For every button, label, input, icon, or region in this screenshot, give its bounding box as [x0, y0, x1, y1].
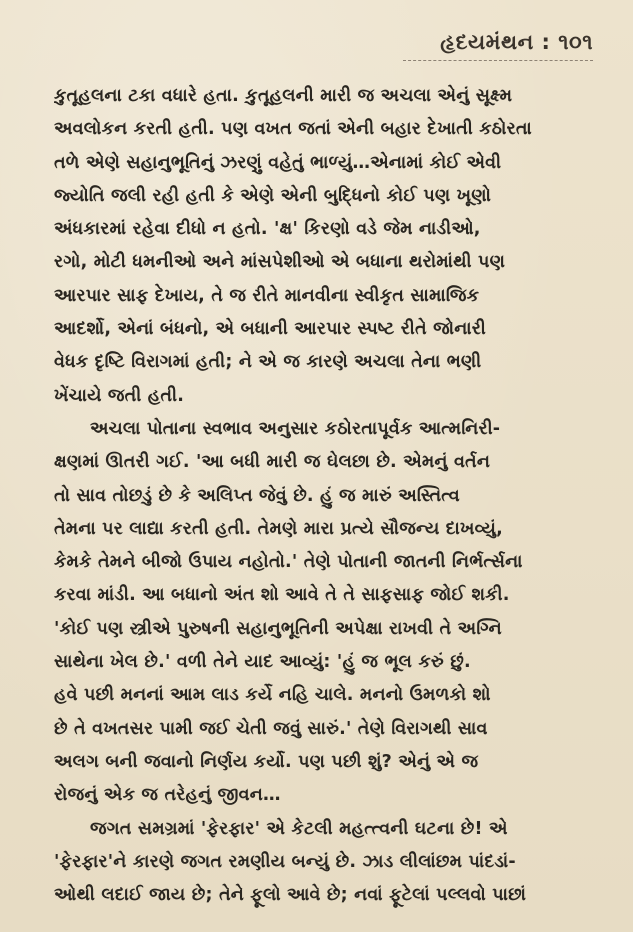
text-line: જગત સમગ્રમાં 'ફેરફાર' એ કેટલી મહત્ત્વની ઘટના છે! એ	[90, 818, 508, 839]
text-line: રગો, મોટી ધમનીઓ અને માંસપેશીઓ એ બધાના થરોમાંથી પણ	[54, 252, 506, 273]
text-line: કેમકે તેમને બીજો ઉપાય નહોતો.' તેણે પોતાની જાતની નિર્ભર્ત્સના	[54, 552, 523, 573]
text-line: સાથેના ખેલ છે.' વળી તેને યાદ આવ્યું: 'હું જ ભૂલ કરું છું.	[54, 652, 471, 673]
text-line: આરપાર સાફ દેખાય, તે જ રીતે માનવીના સ્વીકૃત સામાજિક	[54, 285, 480, 306]
text-line: અંધકારમાં રહેવા દીધો ન હતો. 'ક્ષ' કિરણો વડે જેમ નાડીઓ,	[54, 219, 481, 240]
text-line: ઓથી લદાઈ જાય છે; તેને ફૂલો આવે છે; નવાં ફૂટેલાં પલ્લવો પાછાં	[54, 885, 527, 906]
header-wavy-rule	[403, 60, 593, 61]
running-header: હૃદયમંથન : ૧૦૧	[440, 30, 593, 54]
text-line: અચલા પોતાના સ્વભાવ અનુસાર કઠોરતાપૂર્વક આત્મનિરી-	[90, 418, 501, 439]
page-body	[54, 80, 594, 912]
text-line: છે તે વખતસર પામી જઈ ચેતી જવું સારું.' તેણે વિરાગથી સાવ	[54, 718, 488, 739]
paragraph-2	[54, 413, 594, 813]
text-line: વેધક દૃષ્ટિ વિરાગમાં હતી; ને એ જ કારણે અચલા તેના ભણી	[54, 352, 482, 373]
text-line: તો સાવ તોછડું છે કે અલિપ્ત જેવું છે. હું જ મારું અસ્તિત્વ	[54, 485, 460, 506]
text-line: 'ફેરફાર'ને કારણે જગત રમણીય બન્યું છે. ઝાડ લીલાંછમ પાંદડાં-	[54, 851, 516, 872]
text-line: આદર્શો, એનાં બંધનો, એ બધાની આરપાર સ્પષ્ટ રીતે જોનારી	[54, 319, 486, 340]
text-line: અલગ બની જવાનો નિર્ણય કર્યો. પણ પછી શું? એનું એ જ	[54, 751, 479, 772]
text-line: તેમના પર લાદ્યા કરતી હતી. તેમણે મારા પ્રત્યે સૌજન્ય દાખવ્યું,	[54, 518, 503, 539]
text-line: જ્યોતિ જલી રહી હતી કે એણે એની બુદ્ધિનો કોઈ પણ ખૂણો	[54, 185, 492, 206]
text-line: હવે પછી મનનાં આમ લાડ કર્યે નહિ ચાલે. મનનો ઉમળકો શો	[54, 685, 491, 706]
text-line: ક્ષણમાં ઊતરી ગઈ. 'આ બધી મારી જ ઘેલછા છે. એમનું વર્તન	[54, 452, 491, 473]
paragraph-1	[54, 80, 594, 413]
text-line: કુતૂહલના ટકા વધારે હતા. કુતૂહલની મારી જ અચલા એનું સૂક્ષ્મ	[54, 86, 513, 106]
text-line: 'કોઈ પણ સ્ત્રીએ પુરુષની સહાનુભૂતિની અપેક્ષા રાખવી તે અગ્નિ	[54, 618, 502, 639]
text-line: તળે એણે સહાનુભૂતિનું ઝરણું વહેતું ભાળ્યું…એનામાં કોઈ એવી	[54, 152, 502, 173]
text-line: રોજનું એક જ તરેહનું જીવન…	[54, 785, 281, 806]
text-line: ખેંચાયે જતી હતી.	[54, 385, 185, 406]
paragraph-3	[54, 813, 594, 913]
text-line: કરવા માંડી. આ બધાનો અંત શો આવે તે તે સાફસાફ જોઈ શકી.	[54, 585, 510, 606]
text-line: અવલોકન કરતી હતી. પણ વખત જતાં એની બહાર દેખાતી કઠોરતા	[54, 119, 532, 140]
